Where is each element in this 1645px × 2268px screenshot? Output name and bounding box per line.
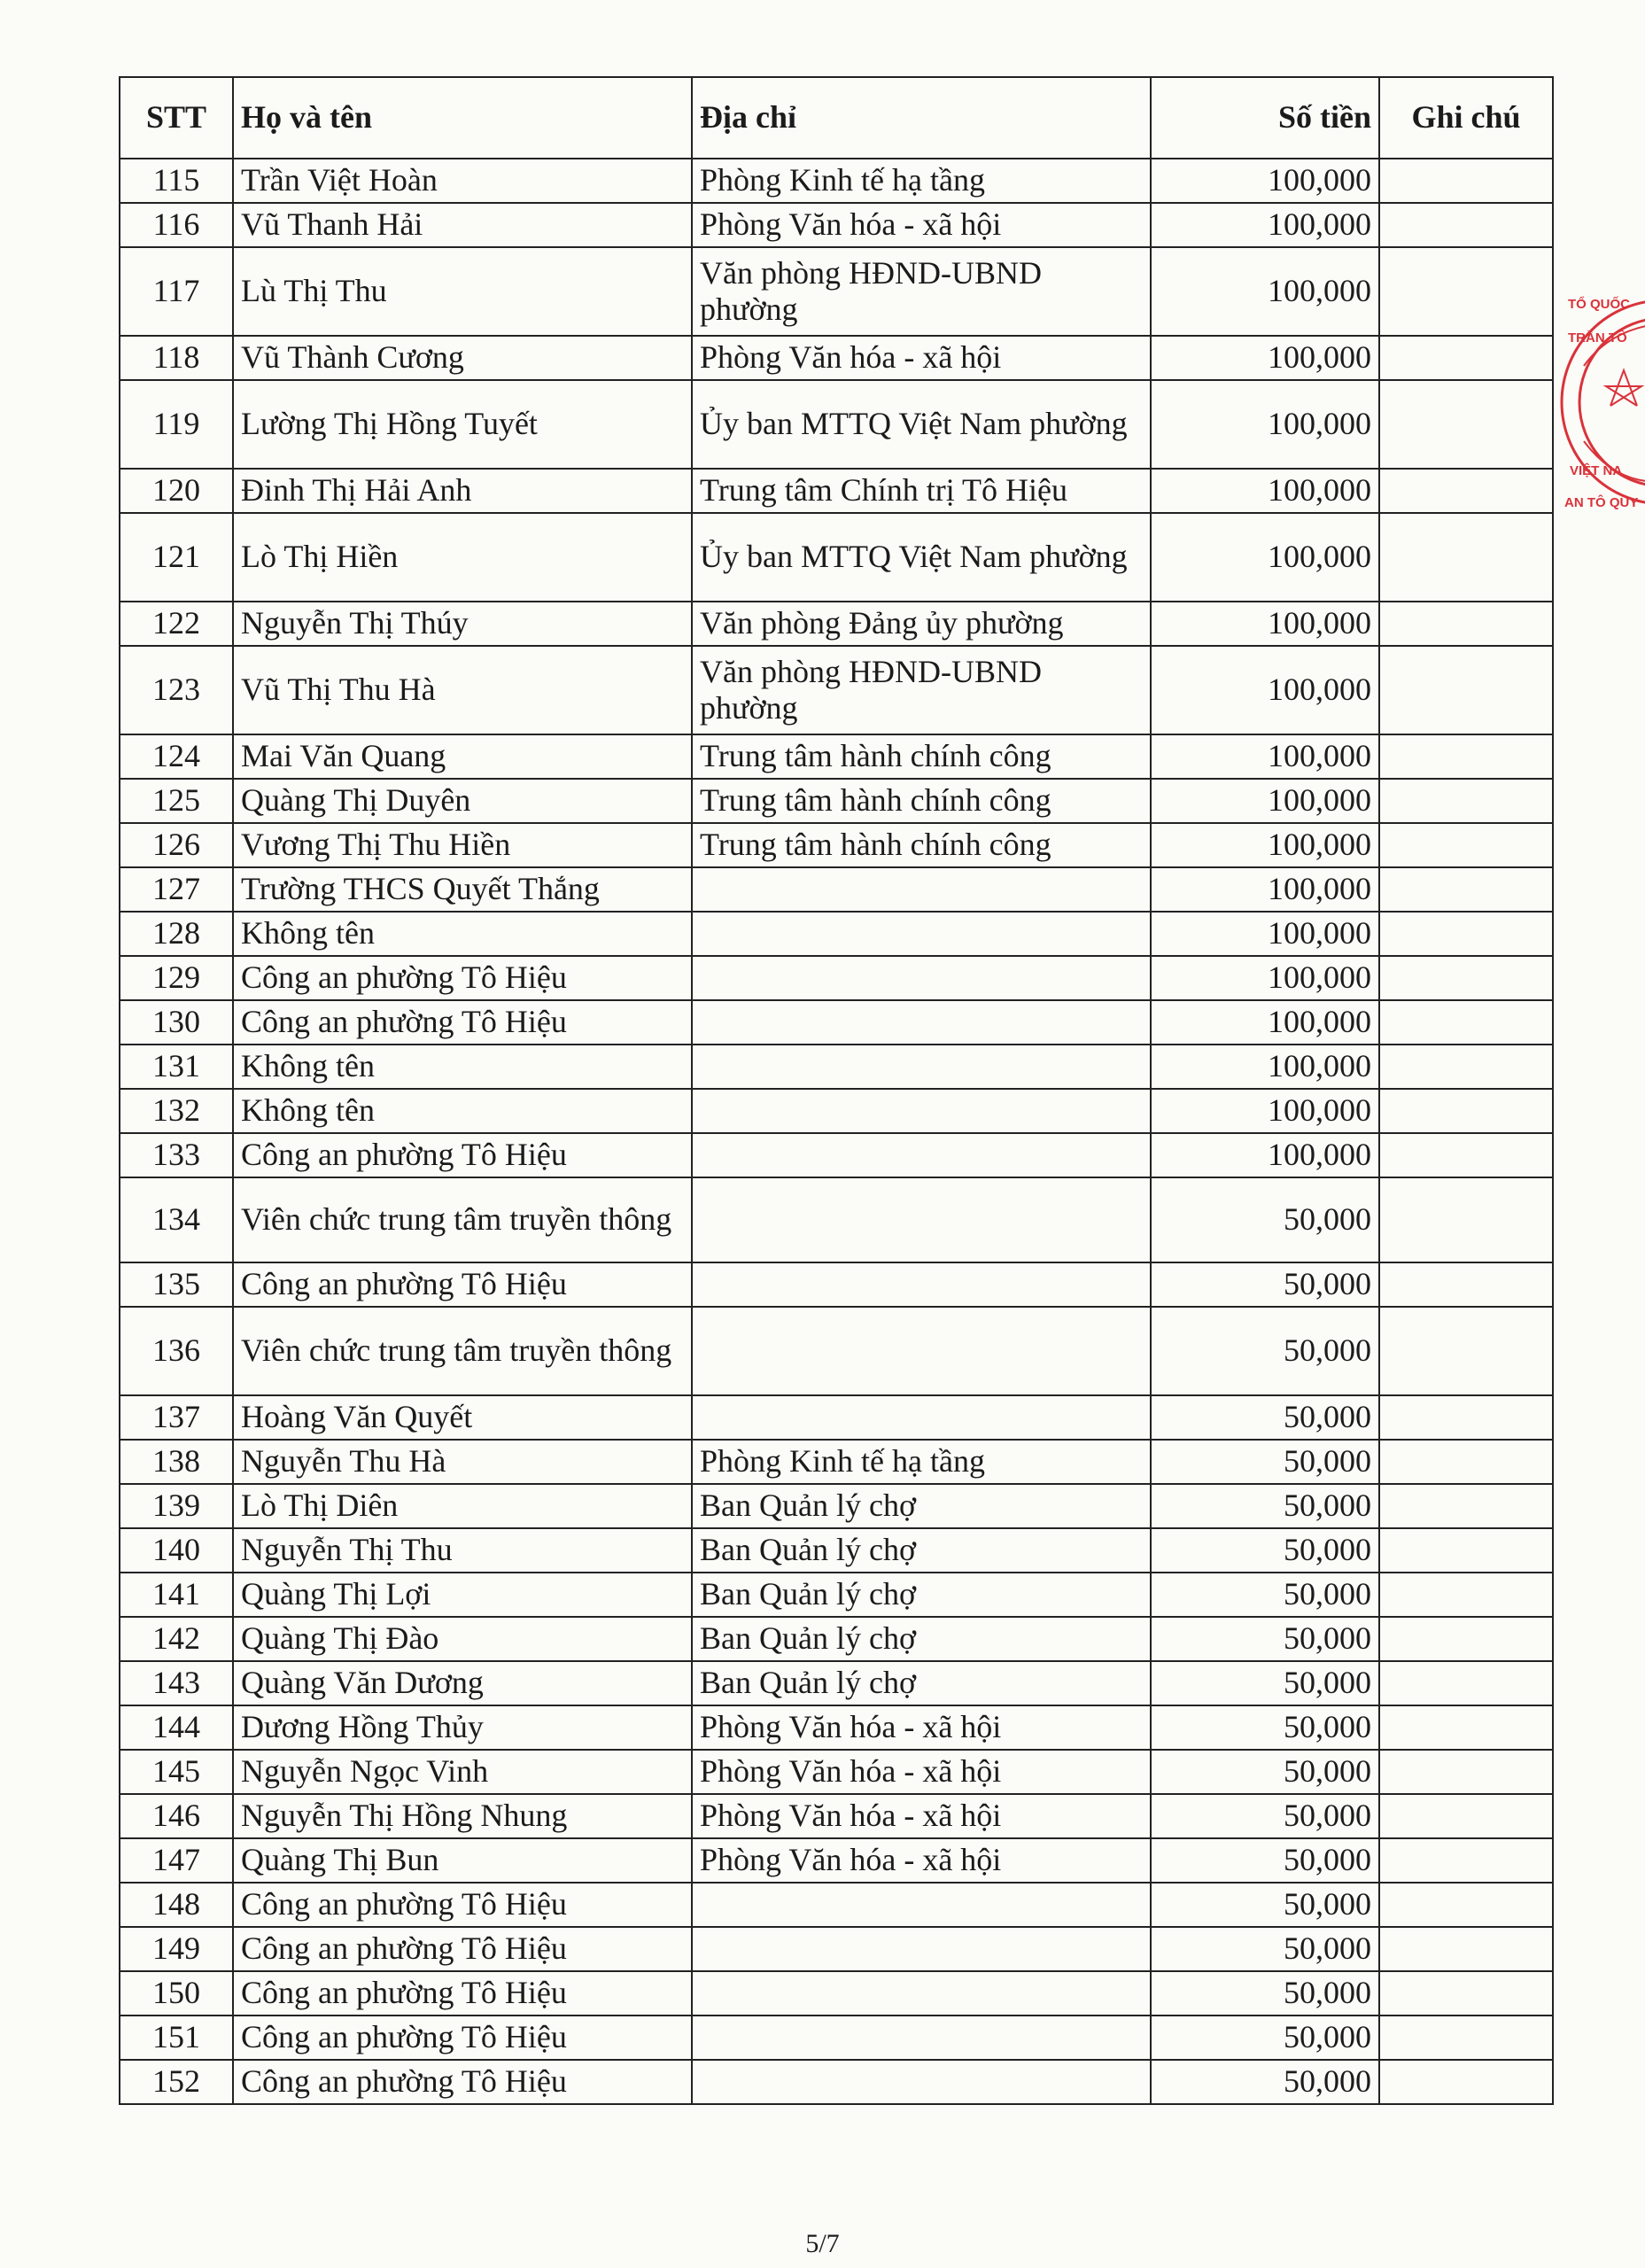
cell-address: Trung tâm hành chính công [692, 734, 1151, 779]
cell-amount: 100,000 [1151, 336, 1379, 380]
contribution-table [119, 76, 1554, 2105]
header-amount: Số tiền [1151, 77, 1379, 159]
cell-amount: 50,000 [1151, 2016, 1379, 2060]
red-seal-stamp [1557, 273, 1645, 532]
cell-amount: 100,000 [1151, 912, 1379, 956]
header-address: Địa chỉ [692, 77, 1151, 159]
cell-stt: 135 [120, 1262, 233, 1307]
cell-name: Nguyễn Thị Hồng Nhung [233, 1794, 692, 1838]
cell-name: Nguyễn Thị Thúy [233, 602, 692, 646]
cell-amount: 50,000 [1151, 1573, 1379, 1617]
table-row [120, 1617, 1553, 1661]
cell-amount: 100,000 [1151, 1133, 1379, 1177]
table-row [120, 380, 1553, 469]
cell-amount: 100,000 [1151, 1000, 1379, 1045]
cell-note [1379, 1794, 1553, 1838]
cell-stt: 119 [120, 380, 233, 469]
table-row [120, 1045, 1553, 1089]
cell-stt: 121 [120, 513, 233, 602]
header-stt: STT [120, 77, 233, 159]
cell-note [1379, 823, 1553, 867]
cell-stt: 137 [120, 1395, 233, 1440]
cell-address [692, 1971, 1151, 2016]
cell-stt: 147 [120, 1838, 233, 1883]
cell-note [1379, 1883, 1553, 1927]
cell-stt: 116 [120, 203, 233, 247]
table-row [120, 1705, 1553, 1750]
cell-amount: 100,000 [1151, 159, 1379, 203]
cell-address [692, 1883, 1151, 1927]
cell-note [1379, 2060, 1553, 2104]
cell-address: Văn phòng HĐND-UBND phường [692, 247, 1151, 336]
table-row [120, 1307, 1553, 1395]
table-row [120, 867, 1553, 912]
cell-name: Quàng Thị Bun [233, 1838, 692, 1883]
cell-address [692, 1045, 1151, 1089]
cell-amount: 100,000 [1151, 646, 1379, 734]
cell-address [692, 867, 1151, 912]
table-row [120, 1262, 1553, 1307]
cell-address: Phòng Văn hóa - xã hội [692, 203, 1151, 247]
table-row [120, 956, 1553, 1000]
cell-stt: 144 [120, 1705, 233, 1750]
cell-note [1379, 1089, 1553, 1133]
table-row [120, 1794, 1553, 1838]
cell-address: Trung tâm hành chính công [692, 823, 1151, 867]
cell-name: Vũ Thanh Hải [233, 203, 692, 247]
table-row [120, 203, 1553, 247]
cell-stt: 132 [120, 1089, 233, 1133]
cell-note [1379, 1484, 1553, 1528]
cell-amount: 50,000 [1151, 1395, 1379, 1440]
cell-address: Ban Quản lý chợ [692, 1661, 1151, 1705]
cell-stt: 141 [120, 1573, 233, 1617]
table-header-row [120, 77, 1553, 159]
cell-note [1379, 1440, 1553, 1484]
cell-address: Phòng Văn hóa - xã hội [692, 336, 1151, 380]
cell-name: Nguyễn Thị Thu [233, 1528, 692, 1573]
cell-amount: 100,000 [1151, 203, 1379, 247]
cell-name: Công an phường Tô Hiệu [233, 1883, 692, 1927]
cell-name: Lù Thị Thu [233, 247, 692, 336]
cell-stt: 130 [120, 1000, 233, 1045]
cell-address: Ban Quản lý chợ [692, 1528, 1151, 1573]
cell-stt: 145 [120, 1750, 233, 1794]
table-row [120, 1484, 1553, 1528]
cell-note [1379, 867, 1553, 912]
cell-stt: 148 [120, 1883, 233, 1927]
header-name: Họ và tên [233, 77, 692, 159]
cell-stt: 140 [120, 1528, 233, 1573]
stamp-text-2: TRẦN TÔ [1568, 330, 1627, 346]
cell-amount: 100,000 [1151, 247, 1379, 336]
cell-address: Phòng Văn hóa - xã hội [692, 1750, 1151, 1794]
cell-amount: 50,000 [1151, 1927, 1379, 1971]
cell-note [1379, 1307, 1553, 1395]
cell-address: Ủy ban MTTQ Việt Nam phường [692, 380, 1151, 469]
cell-note [1379, 734, 1553, 779]
cell-stt: 143 [120, 1661, 233, 1705]
cell-note [1379, 469, 1553, 513]
cell-stt: 136 [120, 1307, 233, 1395]
cell-stt: 127 [120, 867, 233, 912]
cell-note [1379, 1661, 1553, 1705]
table-row [120, 159, 1553, 203]
cell-stt: 150 [120, 1971, 233, 2016]
cell-address: Văn phòng HĐND-UBND phường [692, 646, 1151, 734]
cell-name: Nguyễn Ngọc Vinh [233, 1750, 692, 1794]
cell-stt: 118 [120, 336, 233, 380]
cell-name: Hoàng Văn Quyết [233, 1395, 692, 1440]
cell-amount: 50,000 [1151, 1440, 1379, 1484]
cell-stt: 152 [120, 2060, 233, 2104]
cell-amount: 50,000 [1151, 1838, 1379, 1883]
cell-amount: 50,000 [1151, 1883, 1379, 1927]
table-row [120, 1838, 1553, 1883]
cell-note [1379, 1573, 1553, 1617]
cell-name: Đinh Thị Hải Anh [233, 469, 692, 513]
cell-note [1379, 336, 1553, 380]
cell-address: Phòng Kinh tế hạ tầng [692, 1440, 1151, 1484]
table-row [120, 912, 1553, 956]
cell-amount: 100,000 [1151, 380, 1379, 469]
header-note: Ghi chú [1379, 77, 1553, 159]
cell-note [1379, 779, 1553, 823]
cell-stt: 149 [120, 1927, 233, 1971]
cell-amount: 50,000 [1151, 1528, 1379, 1573]
cell-stt: 117 [120, 247, 233, 336]
cell-amount: 100,000 [1151, 513, 1379, 602]
table-row [120, 1133, 1553, 1177]
cell-address: Phòng Văn hóa - xã hội [692, 1705, 1151, 1750]
cell-name: Công an phường Tô Hiệu [233, 1133, 692, 1177]
cell-address: Phòng Văn hóa - xã hội [692, 1838, 1151, 1883]
cell-address [692, 1089, 1151, 1133]
cell-name: Công an phường Tô Hiệu [233, 2016, 692, 2060]
table-row [120, 1000, 1553, 1045]
table-row [120, 1927, 1553, 1971]
cell-name: Lường Thị Hồng Tuyết [233, 380, 692, 469]
stamp-text-bottom: AN TÔ QUY [1564, 495, 1639, 510]
cell-note [1379, 602, 1553, 646]
cell-name: Trường THCS Quyết Thắng [233, 867, 692, 912]
table-row [120, 2060, 1553, 2104]
cell-name: Trần Việt Hoàn [233, 159, 692, 203]
table-row [120, 1661, 1553, 1705]
table-row [120, 1395, 1553, 1440]
cell-amount: 100,000 [1151, 734, 1379, 779]
table-row [120, 1528, 1553, 1573]
cell-stt: 123 [120, 646, 233, 734]
cell-name: Công an phường Tô Hiệu [233, 956, 692, 1000]
cell-amount: 100,000 [1151, 1089, 1379, 1133]
table-row [120, 1177, 1553, 1262]
cell-note [1379, 1838, 1553, 1883]
cell-address: Ủy ban MTTQ Việt Nam phường [692, 513, 1151, 602]
cell-amount: 50,000 [1151, 1262, 1379, 1307]
cell-note [1379, 1262, 1553, 1307]
cell-name: Lò Thị Hiền [233, 513, 692, 602]
table-row [120, 1440, 1553, 1484]
table-row [120, 779, 1553, 823]
cell-name: Viên chức trung tâm truyền thông [233, 1307, 692, 1395]
cell-note [1379, 513, 1553, 602]
cell-name: Nguyễn Thu Hà [233, 1440, 692, 1484]
table-row [120, 646, 1553, 734]
cell-address [692, 1177, 1151, 1262]
cell-note [1379, 1000, 1553, 1045]
cell-note [1379, 1750, 1553, 1794]
cell-note [1379, 912, 1553, 956]
cell-stt: 120 [120, 469, 233, 513]
cell-stt: 142 [120, 1617, 233, 1661]
cell-stt: 125 [120, 779, 233, 823]
cell-note [1379, 1528, 1553, 1573]
cell-amount: 50,000 [1151, 1971, 1379, 2016]
cell-stt: 139 [120, 1484, 233, 1528]
cell-name: Không tên [233, 912, 692, 956]
cell-stt: 134 [120, 1177, 233, 1262]
cell-address [692, 1262, 1151, 1307]
page-number: 5/7 [805, 2229, 840, 2258]
cell-name: Vương Thị Thu Hiền [233, 823, 692, 867]
cell-address: Trung tâm Chính trị Tô Hiệu [692, 469, 1151, 513]
cell-address [692, 956, 1151, 1000]
cell-stt: 122 [120, 602, 233, 646]
cell-amount: 100,000 [1151, 956, 1379, 1000]
cell-note [1379, 1971, 1553, 2016]
table-row [120, 1089, 1553, 1133]
cell-stt: 131 [120, 1045, 233, 1089]
cell-address: Phòng Văn hóa - xã hội [692, 1794, 1151, 1838]
cell-stt: 133 [120, 1133, 233, 1177]
cell-amount: 100,000 [1151, 823, 1379, 867]
stamp-text-top: TỔ QUỐC [1568, 297, 1630, 312]
table-row [120, 469, 1553, 513]
cell-note [1379, 380, 1553, 469]
table-row [120, 734, 1553, 779]
cell-note [1379, 1927, 1553, 1971]
table-row [120, 1971, 1553, 2016]
cell-note [1379, 1133, 1553, 1177]
stamp-text-3: VIỆT NA [1570, 463, 1623, 478]
cell-note [1379, 203, 1553, 247]
cell-note [1379, 1617, 1553, 1661]
cell-note [1379, 956, 1553, 1000]
cell-name: Quàng Thị Lợi [233, 1573, 692, 1617]
table-body [120, 159, 1553, 2104]
cell-address: Ban Quản lý chợ [692, 1617, 1151, 1661]
cell-name: Không tên [233, 1089, 692, 1133]
table-row [120, 1573, 1553, 1617]
cell-amount: 100,000 [1151, 602, 1379, 646]
cell-stt: 129 [120, 956, 233, 1000]
cell-address [692, 1927, 1151, 1971]
cell-note [1379, 247, 1553, 336]
cell-amount: 50,000 [1151, 2060, 1379, 2104]
cell-address [692, 1000, 1151, 1045]
table-row [120, 602, 1553, 646]
cell-name: Không tên [233, 1045, 692, 1089]
cell-name: Công an phường Tô Hiệu [233, 1262, 692, 1307]
cell-address [692, 2016, 1151, 2060]
cell-amount: 50,000 [1151, 1617, 1379, 1661]
cell-name: Công an phường Tô Hiệu [233, 1971, 692, 2016]
cell-note [1379, 1705, 1553, 1750]
table-row [120, 336, 1553, 380]
table-row [120, 1883, 1553, 1927]
cell-address: Ban Quản lý chợ [692, 1484, 1151, 1528]
table-row [120, 1750, 1553, 1794]
cell-note [1379, 1045, 1553, 1089]
cell-note [1379, 2016, 1553, 2060]
cell-note [1379, 159, 1553, 203]
cell-address [692, 1307, 1151, 1395]
cell-amount: 100,000 [1151, 867, 1379, 912]
table-row [120, 513, 1553, 602]
cell-address: Trung tâm hành chính công [692, 779, 1151, 823]
cell-address [692, 2060, 1151, 2104]
cell-stt: 128 [120, 912, 233, 956]
cell-name: Dương Hồng Thủy [233, 1705, 692, 1750]
cell-amount: 50,000 [1151, 1307, 1379, 1395]
cell-amount: 50,000 [1151, 1177, 1379, 1262]
cell-stt: 115 [120, 159, 233, 203]
table-row [120, 247, 1553, 336]
cell-address [692, 1133, 1151, 1177]
cell-name: Vũ Thành Cương [233, 336, 692, 380]
cell-amount: 50,000 [1151, 1705, 1379, 1750]
cell-name: Công an phường Tô Hiệu [233, 1927, 692, 1971]
table-row [120, 2016, 1553, 2060]
cell-name: Lò Thị Diên [233, 1484, 692, 1528]
cell-stt: 126 [120, 823, 233, 867]
cell-name: Quàng Văn Dương [233, 1661, 692, 1705]
cell-amount: 100,000 [1151, 1045, 1379, 1089]
cell-name: Quàng Thị Đào [233, 1617, 692, 1661]
cell-stt: 138 [120, 1440, 233, 1484]
cell-amount: 50,000 [1151, 1750, 1379, 1794]
cell-amount: 50,000 [1151, 1661, 1379, 1705]
cell-stt: 124 [120, 734, 233, 779]
cell-amount: 100,000 [1151, 779, 1379, 823]
table-row [120, 823, 1553, 867]
cell-address: Văn phòng Đảng ủy phường [692, 602, 1151, 646]
cell-stt: 151 [120, 2016, 233, 2060]
cell-name: Mai Văn Quang [233, 734, 692, 779]
cell-amount: 100,000 [1151, 469, 1379, 513]
cell-address [692, 1395, 1151, 1440]
cell-name: Công an phường Tô Hiệu [233, 2060, 692, 2104]
cell-amount: 50,000 [1151, 1484, 1379, 1528]
cell-address [692, 912, 1151, 956]
cell-name: Công an phường Tô Hiệu [233, 1000, 692, 1045]
cell-stt: 146 [120, 1794, 233, 1838]
cell-note [1379, 1395, 1553, 1440]
cell-amount: 50,000 [1151, 1794, 1379, 1838]
cell-name: Viên chức trung tâm truyền thông [233, 1177, 692, 1262]
cell-address: Ban Quản lý chợ [692, 1573, 1151, 1617]
cell-note [1379, 646, 1553, 734]
cell-note [1379, 1177, 1553, 1262]
cell-address: Phòng Kinh tế hạ tầng [692, 159, 1151, 203]
cell-name: Vũ Thị Thu Hà [233, 646, 692, 734]
cell-name: Quàng Thị Duyên [233, 779, 692, 823]
